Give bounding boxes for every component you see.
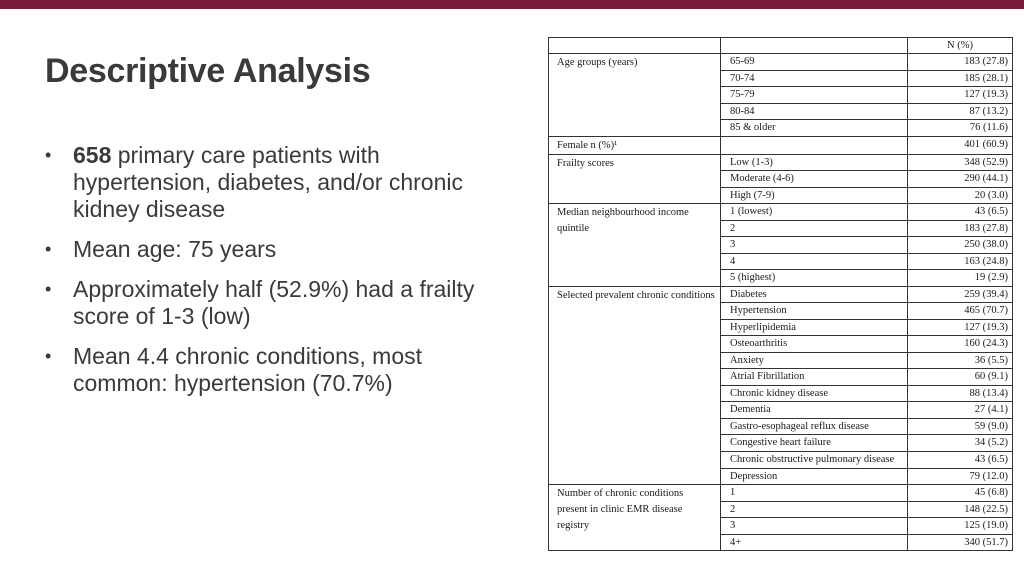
table-value-cell: 59 (9.0): [908, 418, 1013, 435]
bullet-bold-text: 658: [73, 142, 112, 168]
table-group-label: Number of chronic conditions present in clinic EMR disease registry: [549, 485, 721, 551]
table-value-cell: 45 (6.8): [908, 485, 1013, 502]
table-subcategory-cell: 3: [721, 518, 908, 535]
table-value-cell: 340 (51.7): [908, 534, 1013, 551]
table-header-row: [549, 38, 1013, 54]
table-row: [549, 204, 1013, 221]
bullet-icon: •: [45, 145, 52, 165]
bullet-item: [45, 276, 485, 330]
bullet-list: [45, 142, 485, 410]
table-value-cell: 87 (13.2): [908, 103, 1013, 120]
table-group-label: Selected prevalent chronic conditions: [549, 286, 721, 485]
table-row: [549, 136, 1013, 154]
table-subcategory-cell: 4: [721, 253, 908, 270]
top-accent-bar: [0, 0, 1024, 9]
bullet-text: primary care patients with hypertension, diabetes, and/or chronic kidney disease: [73, 142, 463, 222]
table-subcategory-cell: Low (1-3): [721, 154, 908, 171]
descriptive-table-container: [548, 37, 1012, 551]
table-row: [549, 286, 1013, 303]
table-group-label: Age groups (years): [549, 54, 721, 137]
table-subcategory-cell: 4+: [721, 534, 908, 551]
table-group-label: Median neighbourhood income quintile: [549, 204, 721, 287]
bullet-text: Mean 4.4 chronic conditions, most common: hypertension (70.7%): [73, 343, 423, 396]
table-subcategory-cell: 3: [721, 237, 908, 254]
table-value-cell: 125 (19.0): [908, 518, 1013, 535]
table-value-cell: 250 (38.0): [908, 237, 1013, 254]
table-subcategory-cell: Moderate (4-6): [721, 171, 908, 188]
table-value-cell: 36 (5.5): [908, 352, 1013, 369]
table-value-cell: 259 (39.4): [908, 286, 1013, 303]
table-value-cell: 127 (19.3): [908, 87, 1013, 104]
table-value-cell: 43 (6.5): [908, 204, 1013, 221]
bullet-item: [45, 236, 485, 263]
table-value-cell: 19 (2.9): [908, 270, 1013, 287]
bullet-icon: •: [45, 279, 52, 299]
table-subcategory-cell: 80-84: [721, 103, 908, 120]
table-subcategory-cell: Congestive heart failure: [721, 435, 908, 452]
table-subcategory-cell: Osteoarthritis: [721, 336, 908, 353]
table-subcategory-cell: Chronic obstructive pulmonary disease: [721, 451, 908, 468]
table-value-cell: 20 (3.0): [908, 187, 1013, 204]
table-value-cell: 183 (27.8): [908, 54, 1013, 71]
table-value-cell: 79 (12.0): [908, 468, 1013, 485]
table-row: [549, 485, 1013, 502]
table-subcategory-cell: 65-69: [721, 54, 908, 71]
table-row: [549, 54, 1013, 71]
table-header-n-percent: N (%): [908, 38, 1013, 54]
table-value-cell: 148 (22.5): [908, 501, 1013, 518]
table-subcategory-cell: Atrial Fibrillation: [721, 369, 908, 386]
table-subcategory-cell: [721, 136, 908, 154]
table-value-cell: 27 (4.1): [908, 402, 1013, 419]
table-value-cell: 88 (13.4): [908, 385, 1013, 402]
descriptive-table: [548, 37, 1013, 551]
table-value-cell: 465 (70.7): [908, 303, 1013, 320]
table-group-label: Female n (%)¹: [549, 136, 721, 154]
table-value-cell: 127 (19.3): [908, 319, 1013, 336]
table-subcategory-cell: Hypertension: [721, 303, 908, 320]
table-subcategory-cell: 2: [721, 220, 908, 237]
table-subcategory-cell: Anxiety: [721, 352, 908, 369]
table-value-cell: 290 (44.1): [908, 171, 1013, 188]
table-value-cell: 183 (27.8): [908, 220, 1013, 237]
table-subcategory-cell: 75-79: [721, 87, 908, 104]
table-value-cell: 160 (24.3): [908, 336, 1013, 353]
table-value-cell: 60 (9.1): [908, 369, 1013, 386]
table-subcategory-cell: 85 & older: [721, 120, 908, 137]
table-subcategory-cell: Chronic kidney disease: [721, 385, 908, 402]
table-subcategory-cell: Hyperlipidemia: [721, 319, 908, 336]
table-value-cell: 34 (5.2): [908, 435, 1013, 452]
bullet-item: [45, 343, 485, 397]
table-subcategory-cell: Gastro-esophageal reflux disease: [721, 418, 908, 435]
table-subcategory-cell: 1 (lowest): [721, 204, 908, 221]
slide-title: Descriptive Analysis: [45, 52, 371, 90]
table-value-cell: 348 (52.9): [908, 154, 1013, 171]
bullet-text: Approximately half (52.9%) had a frailty score of 1-3 (low): [73, 276, 475, 329]
bullet-text: Mean age: 75 years: [73, 236, 277, 262]
table-value-cell: 43 (6.5): [908, 451, 1013, 468]
table-value-cell: 76 (11.6): [908, 120, 1013, 137]
table-value-cell: 185 (28.1): [908, 70, 1013, 87]
table-value-cell: 163 (24.8): [908, 253, 1013, 270]
table-subcategory-cell: Diabetes: [721, 286, 908, 303]
table-subcategory-cell: 1: [721, 485, 908, 502]
table-subcategory-cell: 5 (highest): [721, 270, 908, 287]
bullet-item: [45, 142, 485, 223]
table-subcategory-cell: Dementia: [721, 402, 908, 419]
table-header-empty-cell: [721, 38, 908, 54]
bullet-icon: •: [45, 239, 52, 259]
table-value-cell: 401 (60.9): [908, 136, 1013, 154]
table-subcategory-cell: 2: [721, 501, 908, 518]
table-row: [549, 154, 1013, 171]
table-subcategory-cell: High (7-9): [721, 187, 908, 204]
table-group-label: Frailty scores: [549, 154, 721, 204]
table-subcategory-cell: 70-74: [721, 70, 908, 87]
bullet-icon: •: [45, 346, 52, 366]
table-header-empty-cell: [549, 38, 721, 54]
table-subcategory-cell: Depression: [721, 468, 908, 485]
